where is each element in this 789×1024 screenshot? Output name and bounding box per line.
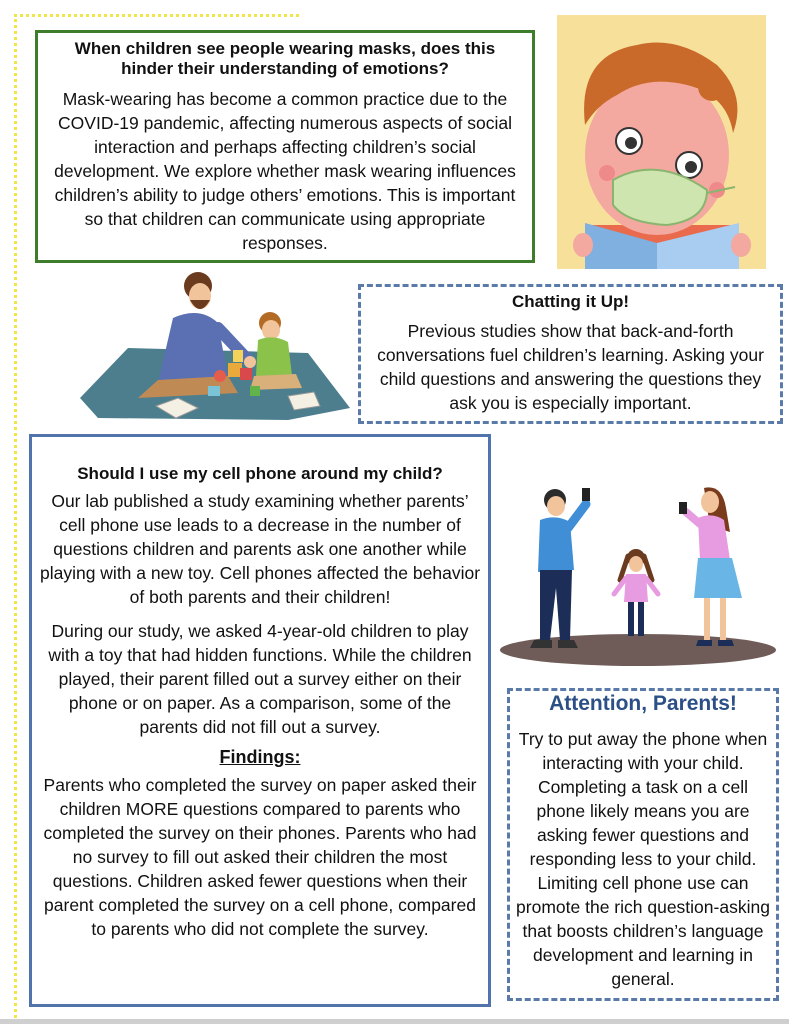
cell-phone-title: Should I use my cell phone around my child? (77, 464, 443, 483)
chatting-body: Previous studies show that back-and-forth conversations fuel children’s learning. Asking your child questions and answering the questions they ask you is especially important. (377, 321, 764, 413)
chatting-title: Chatting it Up! (511, 292, 630, 311)
chatting-section (358, 284, 783, 424)
masks-title: When children see people wearing masks, does this hinder their understanding of emotions? (74, 39, 496, 78)
masks-body: Mask-wearing has become a common practice due to the COVID-19 pandemic, affecting numerous aspects of social interaction and perhaps affecting children’s social development. We explore whether mask wearing influences children’s ability to judge others’ emotions. This is important so that children can communicate using appropriate responses. (54, 89, 516, 253)
child-with-mask-illustration (557, 15, 766, 269)
parent-child-playing-illustration (78, 268, 353, 426)
decorative-dotted-border-left (14, 14, 17, 1018)
cell-phone-study-section (29, 434, 491, 1007)
family-with-phones-illustration (498, 460, 778, 670)
page-bottom-edge (0, 1019, 789, 1024)
cell-phone-paragraph-1: Our lab published a study examining whether parents’ cell phone use leads to a decrease in the number of questions children and parents ask one another while playing with a new toy. Cell phones affected the behavior of both parents and their children! (39, 491, 481, 607)
attention-parents-section (507, 688, 779, 1001)
findings-body: Parents who completed the survey on paper asked their children MORE questions compared to parents who completed the survey on their phones. Parents who had no survey to fill out asked their children the most questions. Children asked fewer questions when their parent completed the survey on a cell phone, compared to parents who did not complete the survey. (43, 775, 477, 939)
cell-phone-paragraph-2: During our study, we asked 4-year-old children to play with a toy that had hidden functions. While the children played, their parent filled out a survey either on their phone or on paper. As a comparison, some of the parents did not fill out a survey. (48, 621, 472, 737)
attention-body: Try to put away the phone when interacting with your child. Completing a task on a cell phone likely means you are asking fewer questions and responding less to your child. Limiting cell phone use can promote the rich question-asking that boosts children’s language development and learning in general. (516, 729, 770, 989)
findings-heading: Findings: (219, 747, 301, 767)
attention-title: Attention, Parents! (549, 692, 737, 715)
masks-section (35, 30, 535, 263)
decorative-dotted-border-top (14, 14, 299, 17)
